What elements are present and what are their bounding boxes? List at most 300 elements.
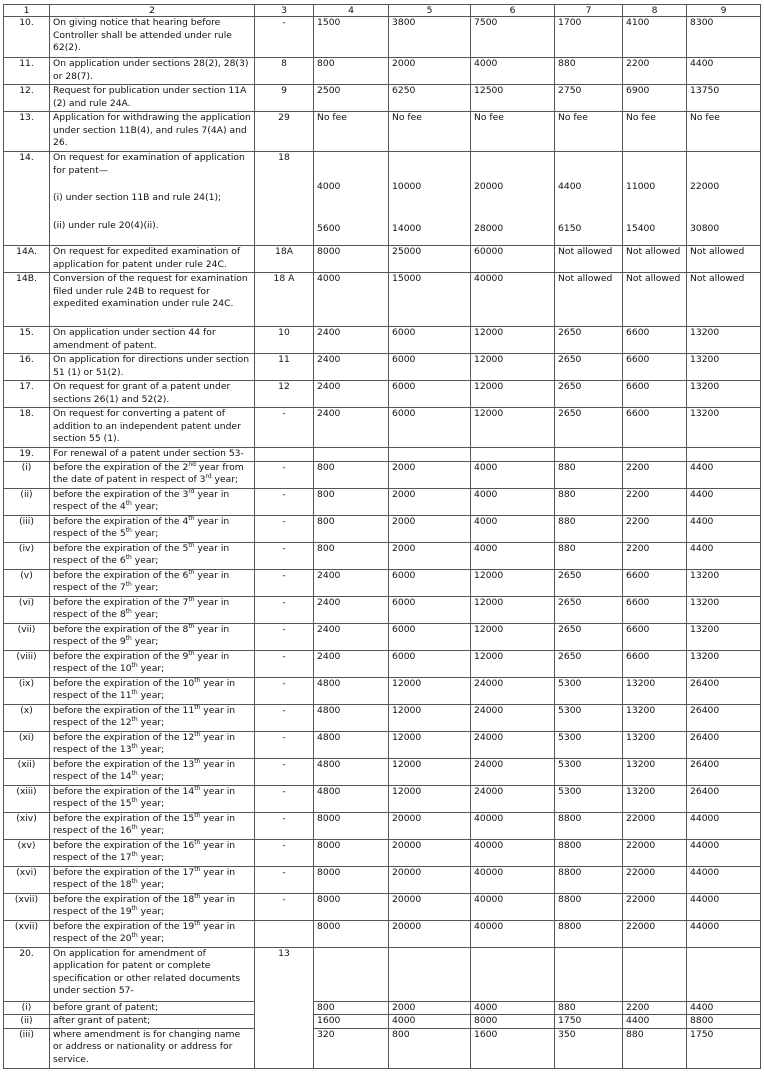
- item-description: On application under section 44 for amendment of patent.: [50, 327, 255, 354]
- item-description: before the expiration of the 12th year in respect of the 13th year;: [50, 731, 255, 758]
- fee-cell: 2650: [555, 569, 623, 596]
- fee-cell: 6600: [623, 650, 687, 677]
- fee-cell: 26400: [687, 677, 761, 704]
- fee-cell: 4800: [314, 677, 389, 704]
- item-description: before the expiration of the 11th year in respect of the 12th year;: [50, 704, 255, 731]
- fee-cell: 6600: [623, 596, 687, 623]
- fee-cell: 6600: [623, 354, 687, 381]
- fee-cell: 800: [314, 1001, 389, 1015]
- item-number: 14A.: [4, 246, 50, 273]
- fee-cell: 3800: [389, 17, 471, 58]
- col-header: 3: [255, 5, 314, 17]
- fee-cell: 2200: [623, 488, 687, 515]
- fee-cell: 26400: [687, 731, 761, 758]
- fee-cell: [314, 152, 389, 246]
- fee-cell: 4000: [389, 1015, 471, 1029]
- form-number: -: [255, 650, 314, 677]
- item-number: 20.: [4, 947, 50, 1001]
- form-number: 10: [255, 327, 314, 354]
- fee-cell: 40000: [471, 866, 555, 893]
- fee-cell: 20000: [389, 812, 471, 839]
- item-number: 18.: [4, 408, 50, 448]
- fee-cell: 40000: [471, 812, 555, 839]
- fee-cell: 12000: [471, 623, 555, 650]
- item-description: before the expiration of the 14th year in respect of the 15th year;: [50, 785, 255, 812]
- table-row: [4, 704, 761, 731]
- table-row: [4, 58, 761, 85]
- form-number: -: [255, 677, 314, 704]
- fee-cell: 13200: [687, 327, 761, 354]
- header-row: [4, 5, 761, 17]
- form-number: -: [255, 596, 314, 623]
- table-row: [4, 381, 761, 408]
- col-header: 9: [687, 5, 761, 17]
- fee-cell: 13200: [687, 623, 761, 650]
- fee-cell: 24000: [471, 731, 555, 758]
- fee-cell: 44000: [687, 920, 761, 947]
- fee-cell: 2750: [555, 85, 623, 112]
- item-number: (viii): [4, 650, 50, 677]
- fee-cell: 13200: [687, 650, 761, 677]
- fee-cell: 2400: [314, 381, 389, 408]
- fee-cell: 13200: [687, 381, 761, 408]
- form-number: -: [255, 408, 314, 448]
- item-description: On request for expedited examination of application for patent under rule 24C.: [50, 246, 255, 273]
- fee-cell: 13200: [623, 677, 687, 704]
- fee-cell: 24000: [471, 677, 555, 704]
- item-description: before the expiration of the 9th year in respect of the 10th year;: [50, 650, 255, 677]
- fee-value: 22000: [690, 181, 720, 192]
- fee-cell: 4100: [623, 17, 687, 58]
- table-row: [4, 1028, 761, 1068]
- form-number: 9: [255, 85, 314, 112]
- fee-cell: [555, 152, 623, 246]
- fee-cell: 2650: [555, 623, 623, 650]
- item-number: (iii): [4, 1028, 50, 1068]
- fee-cell: 4800: [314, 785, 389, 812]
- form-number: -: [255, 542, 314, 569]
- fee-cell: 6000: [389, 569, 471, 596]
- fee-cell: 2400: [314, 408, 389, 448]
- table-row: [4, 542, 761, 569]
- item-description: Application for withdrawing the application under section 11B(4), and rules 7(4A) and 26.: [50, 112, 255, 152]
- fee-cell: 1750: [687, 1028, 761, 1068]
- item-number: 15.: [4, 327, 50, 354]
- item-description: On request for converting a patent of addition to an independent patent under section 55 (1).: [50, 408, 255, 448]
- fee-cell: 4400: [623, 1015, 687, 1029]
- fee-value: 4400: [558, 181, 582, 192]
- fee-cell: 320: [314, 1028, 389, 1068]
- fee-cell: 4800: [314, 731, 389, 758]
- fee-cell: Not allowed: [623, 246, 687, 273]
- fee-cell: 5300: [555, 758, 623, 785]
- item-description: before the expiration of the 5th year in respect of the 6th year;: [50, 542, 255, 569]
- fee-cell: 800: [314, 58, 389, 85]
- fee-cell: 4400: [687, 488, 761, 515]
- fee-cell: 13200: [623, 704, 687, 731]
- item-description: before the expiration of the 13th year in respect of the 14th year;: [50, 758, 255, 785]
- fee-cell: 8800: [555, 812, 623, 839]
- fee-cell: 2200: [623, 58, 687, 85]
- fee-cell: [687, 152, 761, 246]
- fee-value: 4000: [317, 181, 341, 192]
- fee-cell: 8000: [471, 1015, 555, 1029]
- form-number: -: [255, 17, 314, 58]
- fee-cell: Not allowed: [687, 246, 761, 273]
- fee-cell: 800: [314, 488, 389, 515]
- table-row: [4, 812, 761, 839]
- fee-value: 10000: [392, 181, 422, 192]
- fee-cell: 6600: [623, 569, 687, 596]
- fee-cell: 800: [314, 461, 389, 488]
- fee-cell: 20000: [389, 920, 471, 947]
- item-description: On request for grant of a patent under sections 26(1) and 52(2).: [50, 381, 255, 408]
- fee-cell: 4000: [314, 273, 389, 327]
- fee-cell: 12000: [389, 704, 471, 731]
- table-row: [4, 947, 761, 1001]
- table-row: [4, 246, 761, 273]
- table-row: [4, 354, 761, 381]
- col-header: 6: [471, 5, 555, 17]
- form-number: 12: [255, 381, 314, 408]
- fee-cell: 4000: [471, 542, 555, 569]
- fee-cell: [623, 152, 687, 246]
- item-number: (xvii): [4, 920, 50, 947]
- col-header: 1: [4, 5, 50, 17]
- form-number: -: [255, 731, 314, 758]
- fee-cell: 880: [555, 515, 623, 542]
- fee-cell: 22000: [623, 920, 687, 947]
- fee-cell: 2650: [555, 327, 623, 354]
- fee-cell: 12000: [389, 758, 471, 785]
- fee-cell: 12000: [471, 596, 555, 623]
- fee-cell: 12000: [471, 569, 555, 596]
- fee-cell: 2650: [555, 650, 623, 677]
- fee-cell: 40000: [471, 839, 555, 866]
- item-description-sub: (ii) under rule 20(4)(ii).: [53, 219, 159, 231]
- item-description: On application under sections 28(2), 28(3) or 28(7).: [50, 58, 255, 85]
- fee-cell: 4400: [687, 542, 761, 569]
- fee-cell: 2000: [389, 542, 471, 569]
- form-number: 18 A: [255, 273, 314, 327]
- item-description: [50, 152, 255, 246]
- item-number: 19.: [4, 448, 50, 462]
- fee-cell: 8800: [687, 1015, 761, 1029]
- item-number: (xv): [4, 839, 50, 866]
- table-row: [4, 569, 761, 596]
- table-row: [4, 1015, 761, 1029]
- table-row: [4, 785, 761, 812]
- fee-cell: 2400: [314, 569, 389, 596]
- item-number: (xiii): [4, 785, 50, 812]
- form-number: 11: [255, 354, 314, 381]
- fee-cell: 20000: [389, 893, 471, 920]
- fee-cell: 26400: [687, 785, 761, 812]
- fee-cell: 44000: [687, 839, 761, 866]
- fee-cell: 24000: [471, 704, 555, 731]
- form-number: -: [255, 488, 314, 515]
- item-description: where amendment is for changing name or address or nationality or address for service.: [50, 1028, 255, 1068]
- item-description: before the expiration of the 19th year in respect of the 20th year;: [50, 920, 255, 947]
- table-row: [4, 1001, 761, 1015]
- table-row: [4, 758, 761, 785]
- fee-cell: 2000: [389, 515, 471, 542]
- fee-value: 28000: [474, 222, 504, 234]
- col-header: 2: [50, 5, 255, 17]
- fee-cell: 26400: [687, 758, 761, 785]
- fee-cell: 800: [389, 1028, 471, 1068]
- table-row: [4, 596, 761, 623]
- form-number: -: [255, 812, 314, 839]
- fee-cell: 4800: [314, 758, 389, 785]
- col-header: 5: [389, 5, 471, 17]
- fee-cell: No fee: [623, 112, 687, 152]
- table-row: [4, 839, 761, 866]
- fee-cell: 2500: [314, 85, 389, 112]
- item-description: On giving notice that hearing before Controller shall be attended under rule 62(2).: [50, 17, 255, 58]
- item-description-sub: (i) under section 11B and rule 24(1);: [53, 192, 222, 204]
- fee-cell: 800: [314, 542, 389, 569]
- fee-cell: 13200: [687, 354, 761, 381]
- fee-cell: 26400: [687, 704, 761, 731]
- fee-cell: 1500: [314, 17, 389, 58]
- fee-cell: 2650: [555, 596, 623, 623]
- fee-cell: 880: [555, 1001, 623, 1015]
- fee-cell: No fee: [471, 112, 555, 152]
- item-number: (xii): [4, 758, 50, 785]
- fee-cell: 8000: [314, 920, 389, 947]
- form-number: -: [255, 515, 314, 542]
- item-description: before the expiration of the 10th year in respect of the 11th year;: [50, 677, 255, 704]
- item-description: before the expiration of the 4th year in respect of the 5th year;: [50, 515, 255, 542]
- fee-cell: 6250: [389, 85, 471, 112]
- fee-cell: 4800: [314, 704, 389, 731]
- table-row: [4, 893, 761, 920]
- item-number: (vii): [4, 623, 50, 650]
- fee-cell: 6000: [389, 381, 471, 408]
- fee-cell: 6600: [623, 327, 687, 354]
- fee-cell: 12000: [389, 731, 471, 758]
- fee-cell: 2650: [555, 381, 623, 408]
- fee-cell: 6000: [389, 327, 471, 354]
- fee-cell: 4400: [687, 58, 761, 85]
- form-number: 13: [255, 947, 314, 1068]
- form-number: -: [255, 623, 314, 650]
- fee-value: 6150: [558, 222, 582, 234]
- fee-cell: 6600: [623, 623, 687, 650]
- fee-cell: 44000: [687, 812, 761, 839]
- fee-cell: 4400: [687, 1001, 761, 1015]
- item-number: (iii): [4, 515, 50, 542]
- fee-cell: 8000: [314, 246, 389, 273]
- table-row: [4, 623, 761, 650]
- item-number: 11.: [4, 58, 50, 85]
- fee-cell: 40000: [471, 920, 555, 947]
- item-description: before the expiration of the 3rd year in respect of the 4th year;: [50, 488, 255, 515]
- item-number: (xiv): [4, 812, 50, 839]
- item-description: after grant of patent;: [50, 1015, 255, 1029]
- form-number: [255, 920, 314, 947]
- item-description: before the expiration of the 18th year in respect of the 19th year;: [50, 893, 255, 920]
- fee-cell: 22000: [623, 866, 687, 893]
- fee-cell: 8800: [555, 893, 623, 920]
- fee-cell: 880: [555, 58, 623, 85]
- fee-cell: 4000: [471, 488, 555, 515]
- item-number: (v): [4, 569, 50, 596]
- table-row: [4, 515, 761, 542]
- item-description: before the expiration of the 7th year in respect of the 8th year;: [50, 596, 255, 623]
- fee-value: 5600: [317, 222, 341, 234]
- col-header: 7: [555, 5, 623, 17]
- fee-cell: 24000: [471, 758, 555, 785]
- item-description: Conversion of the request for examination filed under rule 24B to request for expedited examination under rule 24C.: [50, 273, 255, 327]
- fee-cell: 2400: [314, 354, 389, 381]
- fee-cell: 6900: [623, 85, 687, 112]
- fee-cell: Not allowed: [555, 273, 623, 327]
- item-description: before the expiration of the 8th year in respect of the 9th year;: [50, 623, 255, 650]
- fee-cell: 12000: [389, 677, 471, 704]
- form-number: -: [255, 758, 314, 785]
- form-number: 8: [255, 58, 314, 85]
- fee-cell: No fee: [389, 112, 471, 152]
- form-number: 29: [255, 112, 314, 152]
- item-number: (x): [4, 704, 50, 731]
- item-description: before the expiration of the 15th year in respect of the 16th year;: [50, 812, 255, 839]
- fee-cell: 4400: [687, 515, 761, 542]
- table-row: [4, 85, 761, 112]
- item-description: before the expiration of the 16th year in respect of the 17th year;: [50, 839, 255, 866]
- fee-cell: 12000: [471, 381, 555, 408]
- form-number: 18A: [255, 246, 314, 273]
- fee-cell: 8000: [314, 893, 389, 920]
- fee-cell: 20000: [389, 839, 471, 866]
- fee-cell: 40000: [471, 893, 555, 920]
- table-row: [4, 731, 761, 758]
- form-number: -: [255, 569, 314, 596]
- fee-cell: 12000: [471, 408, 555, 448]
- fee-cell: 5300: [555, 704, 623, 731]
- fee-cell: 6000: [389, 354, 471, 381]
- fee-cell: 12000: [471, 327, 555, 354]
- fee-cell: 4400: [687, 461, 761, 488]
- fee-value: 30800: [690, 222, 720, 234]
- item-number: 10.: [4, 17, 50, 58]
- fee-cell: 2200: [623, 542, 687, 569]
- fee-cell: 5300: [555, 785, 623, 812]
- fee-cell: 2200: [623, 1001, 687, 1015]
- item-number: (ii): [4, 1015, 50, 1029]
- fee-cell: 44000: [687, 866, 761, 893]
- fee-cell: 13200: [687, 569, 761, 596]
- fee-cell: 880: [623, 1028, 687, 1068]
- fee-cell: 20000: [389, 866, 471, 893]
- fee-cell: 2000: [389, 58, 471, 85]
- table-row: [4, 920, 761, 947]
- item-number: (iv): [4, 542, 50, 569]
- fee-cell: 8800: [555, 866, 623, 893]
- fee-cell: 4000: [471, 1001, 555, 1015]
- fee-cell: 2200: [623, 515, 687, 542]
- form-number: -: [255, 461, 314, 488]
- col-header: 8: [623, 5, 687, 17]
- item-description: before the expiration of the 6th year in respect of the 7th year;: [50, 569, 255, 596]
- item-number: (i): [4, 1001, 50, 1015]
- table-row: [4, 866, 761, 893]
- table-row: [4, 677, 761, 704]
- item-number: (vi): [4, 596, 50, 623]
- fee-cell: 1600: [471, 1028, 555, 1068]
- form-number: -: [255, 704, 314, 731]
- item-description: On application for directions under section 51 (1) or 51(2).: [50, 354, 255, 381]
- fee-cell: Not allowed: [687, 273, 761, 327]
- item-number: (xi): [4, 731, 50, 758]
- fee-cell: 1700: [555, 17, 623, 58]
- fee-cell: 880: [555, 461, 623, 488]
- item-number: 16.: [4, 354, 50, 381]
- fee-cell: 6000: [389, 650, 471, 677]
- fee-cell: Not allowed: [623, 273, 687, 327]
- fee-cell: 13750: [687, 85, 761, 112]
- table-row: [4, 273, 761, 327]
- item-number: 14B.: [4, 273, 50, 327]
- fee-cell: 2400: [314, 596, 389, 623]
- fee-cell: 350: [555, 1028, 623, 1068]
- fee-cell: 2400: [314, 327, 389, 354]
- fee-cell: 1600: [314, 1015, 389, 1029]
- fee-cell: 8000: [314, 812, 389, 839]
- form-number: -: [255, 785, 314, 812]
- fee-cell: 2650: [555, 408, 623, 448]
- fee-cell: 2650: [555, 354, 623, 381]
- fee-cell: 800: [314, 515, 389, 542]
- fee-cell: 12000: [471, 354, 555, 381]
- fee-cell: 2000: [389, 488, 471, 515]
- item-description: before the expiration of the 2nd year from the date of patent in respect of 3rd year;: [50, 461, 255, 488]
- fee-cell: No fee: [314, 112, 389, 152]
- table-row: [4, 488, 761, 515]
- fee-cell: [471, 152, 555, 246]
- fee-cell: 6600: [623, 408, 687, 448]
- table-row: [4, 461, 761, 488]
- fee-cell: 4000: [471, 58, 555, 85]
- fee-cell: 1750: [555, 1015, 623, 1029]
- fee-cell: 13200: [687, 596, 761, 623]
- fee-cell: 6000: [389, 408, 471, 448]
- fee-cell: 6600: [623, 381, 687, 408]
- item-number: (i): [4, 461, 50, 488]
- col-header: 4: [314, 5, 389, 17]
- fee-cell: 880: [555, 488, 623, 515]
- fee-cell: No fee: [687, 112, 761, 152]
- table-row: [4, 327, 761, 354]
- table-row: [4, 650, 761, 677]
- item-description: before grant of patent;: [50, 1001, 255, 1015]
- fee-cell: 2000: [389, 461, 471, 488]
- item-description: before the expiration of the 17th year in respect of the 18th year;: [50, 866, 255, 893]
- table-row: [4, 408, 761, 448]
- item-number: 17.: [4, 381, 50, 408]
- fee-cell: 4000: [471, 515, 555, 542]
- fee-cell: 13200: [623, 731, 687, 758]
- fee-value: 20000: [474, 181, 504, 192]
- item-number: 12.: [4, 85, 50, 112]
- table-row: [4, 152, 761, 246]
- fee-cell: 8300: [687, 17, 761, 58]
- item-description: For renewal of a patent under section 53-: [50, 448, 255, 462]
- fee-cell: 15000: [389, 273, 471, 327]
- fee-cell: 13200: [623, 758, 687, 785]
- fee-cell: 12000: [389, 785, 471, 812]
